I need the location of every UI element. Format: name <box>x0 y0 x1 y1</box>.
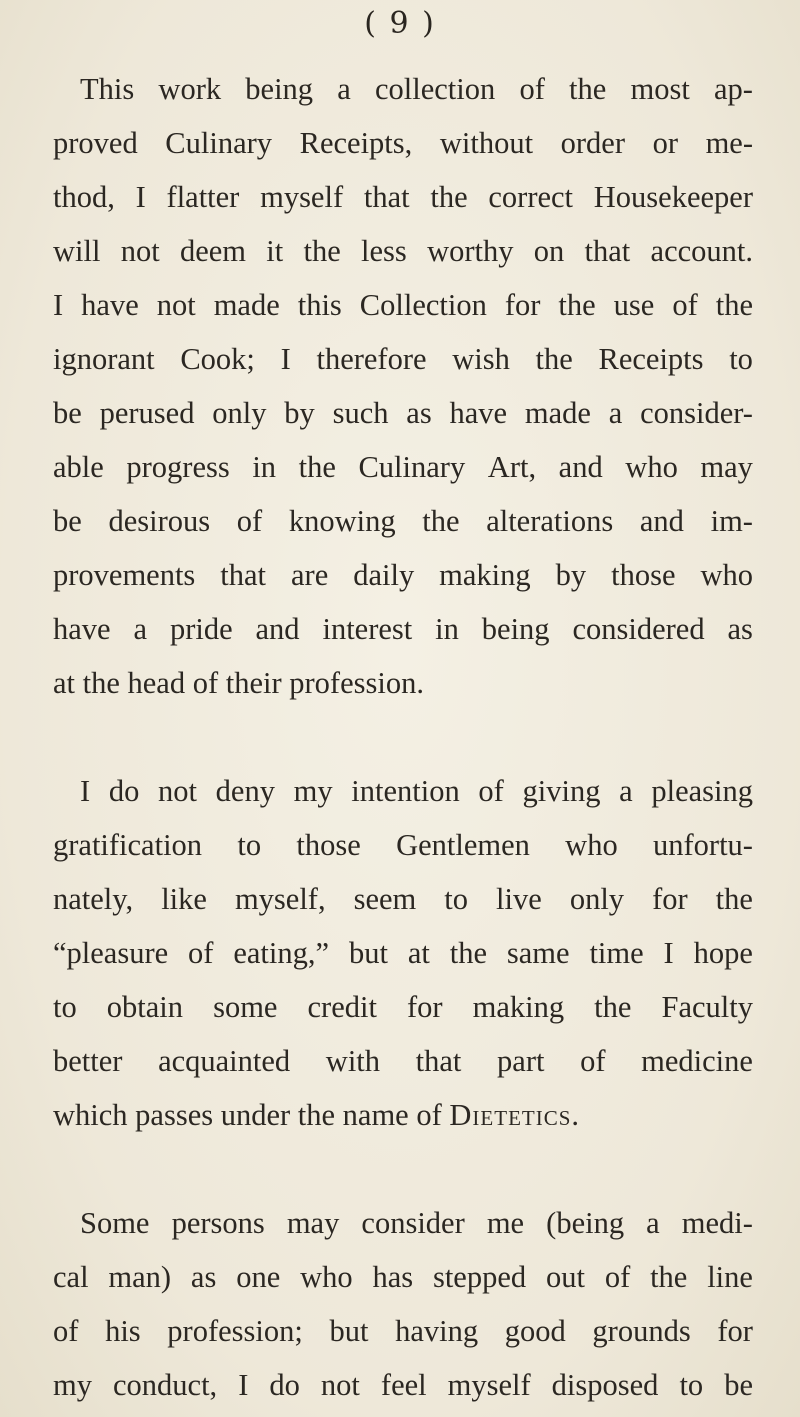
word: pleasing <box>651 774 753 808</box>
word: same <box>506 936 570 970</box>
word: myself <box>260 180 344 214</box>
word: have <box>53 612 111 646</box>
word: that <box>363 180 410 214</box>
word: or <box>652 126 678 160</box>
word: may <box>286 1206 340 1240</box>
word: “pleasure <box>53 936 169 970</box>
word: being <box>481 612 550 646</box>
word: This <box>80 72 135 106</box>
word: not <box>320 1368 360 1402</box>
word: be <box>53 396 82 430</box>
word: the <box>422 504 460 538</box>
word: do <box>269 1368 300 1402</box>
word: me- <box>705 126 753 160</box>
paragraph-gap <box>53 1142 753 1196</box>
word: who <box>300 1260 353 1294</box>
word: account. <box>650 234 753 268</box>
text-line <box>53 818 753 872</box>
word: my <box>53 1368 92 1402</box>
word: it <box>266 234 284 268</box>
word: use <box>613 288 655 322</box>
word: not <box>158 774 197 808</box>
text-line <box>53 1088 753 1142</box>
word: myself, <box>234 882 326 916</box>
word: disposed <box>551 1368 659 1402</box>
word: medi- <box>681 1206 753 1240</box>
word: with <box>325 1044 381 1078</box>
word: I <box>53 288 64 322</box>
word: I <box>80 774 91 808</box>
word: but <box>329 1314 369 1348</box>
text-line <box>53 1358 753 1412</box>
word: Some <box>80 1206 150 1240</box>
word: out <box>545 1260 585 1294</box>
word: have <box>449 396 508 430</box>
word: proved <box>53 126 138 160</box>
word: some <box>213 990 278 1024</box>
word: giving <box>522 774 601 808</box>
word: knowing <box>288 504 396 538</box>
word: live <box>496 882 542 916</box>
word: line <box>707 1260 753 1294</box>
word: made <box>524 396 591 430</box>
word: perused <box>99 396 195 430</box>
paragraph-3 <box>53 1196 753 1412</box>
word: good <box>504 1314 566 1348</box>
word: and <box>639 504 684 538</box>
word: and <box>558 450 603 484</box>
text-line <box>53 548 753 602</box>
word: Art, <box>487 450 537 484</box>
word: of <box>580 1044 606 1078</box>
word: progress <box>126 450 230 484</box>
word: correct <box>488 180 574 214</box>
word: conduct, <box>113 1368 218 1402</box>
word: be <box>724 1368 753 1402</box>
word: nately, <box>53 882 134 916</box>
word: of <box>53 1314 79 1348</box>
text-line <box>53 494 753 548</box>
word: the <box>303 234 341 268</box>
word: im- <box>710 504 753 538</box>
word: Faculty <box>661 990 753 1024</box>
word: that <box>415 1044 462 1078</box>
line-text: at the head of their profession. <box>53 666 424 700</box>
word: this <box>297 288 342 322</box>
word: making <box>439 558 531 592</box>
word: the <box>650 1260 688 1294</box>
word: by <box>555 558 587 592</box>
word: desirous <box>108 504 211 538</box>
word: stepped <box>432 1260 527 1294</box>
word: making <box>472 990 565 1024</box>
word: gratification <box>53 828 203 862</box>
word: has <box>372 1260 414 1294</box>
word: Gentlemen <box>396 828 530 862</box>
word: that <box>584 234 631 268</box>
word: ignorant <box>53 342 155 376</box>
word: not <box>156 288 196 322</box>
word: of <box>188 936 214 970</box>
word: in <box>435 612 459 646</box>
word: the <box>569 72 607 106</box>
word: on <box>533 234 565 268</box>
text-line <box>53 764 753 818</box>
word: in <box>252 450 277 484</box>
text-line <box>53 170 753 224</box>
paragraph-1 <box>53 62 753 710</box>
word: seem <box>353 882 417 916</box>
word: Collection <box>359 288 487 322</box>
word: hope <box>693 936 753 970</box>
word: of <box>604 1260 631 1294</box>
word: a <box>608 396 623 430</box>
word: without <box>439 126 534 160</box>
word: at <box>407 936 430 970</box>
word: credit <box>307 990 377 1024</box>
text-line <box>53 602 753 656</box>
word: provements <box>53 558 196 592</box>
word: the <box>558 288 596 322</box>
word: intention <box>351 774 460 808</box>
word: who <box>625 450 678 484</box>
word: those <box>296 828 361 862</box>
word: of <box>236 504 263 538</box>
body-text <box>53 62 753 1412</box>
word: daily <box>353 558 415 592</box>
word: as <box>190 1260 217 1294</box>
word: the <box>449 936 487 970</box>
word: to <box>679 1368 704 1402</box>
text-line <box>53 278 753 332</box>
word: may <box>700 450 753 484</box>
text-line <box>53 62 753 116</box>
paragraph-2 <box>53 764 753 1142</box>
word: feel <box>380 1368 427 1402</box>
word: obtain <box>106 990 184 1024</box>
word: but <box>348 936 388 970</box>
word: only <box>569 882 625 916</box>
word: medicine <box>641 1044 753 1078</box>
word: man) <box>108 1260 172 1294</box>
word: (being <box>546 1206 625 1240</box>
word: less <box>361 234 407 268</box>
word: worthy <box>427 234 514 268</box>
word: the <box>594 990 632 1024</box>
word: of <box>478 774 504 808</box>
word: like <box>161 882 207 916</box>
word: grounds <box>592 1314 691 1348</box>
word: who <box>565 828 618 862</box>
word: Receipts <box>598 342 704 376</box>
word: myself <box>447 1368 531 1402</box>
word: me <box>486 1206 525 1240</box>
text-line <box>53 332 753 386</box>
text-line <box>53 1304 753 1358</box>
word: I <box>238 1368 249 1402</box>
word: of <box>672 288 698 322</box>
word: the <box>298 450 336 484</box>
word: only <box>212 396 267 430</box>
word: to <box>53 990 77 1024</box>
text-line <box>53 1250 753 1304</box>
word: a <box>646 1206 660 1240</box>
word: most <box>630 72 690 106</box>
word: a <box>337 72 351 106</box>
word: the <box>535 342 573 376</box>
word: Culinary <box>165 126 273 160</box>
word: the <box>715 288 753 322</box>
word: therefore <box>316 342 427 376</box>
word: I <box>663 936 674 970</box>
word: made <box>213 288 280 322</box>
word: of <box>519 72 545 106</box>
text-line <box>53 386 753 440</box>
word: his <box>105 1314 141 1348</box>
word: and <box>255 612 300 646</box>
word: I <box>135 180 146 214</box>
word: for <box>652 882 688 916</box>
text-line <box>53 656 753 710</box>
word: to <box>729 342 753 376</box>
word: by <box>284 396 315 430</box>
word: be <box>53 504 82 538</box>
word: as <box>406 396 432 430</box>
word: have <box>81 288 139 322</box>
word: for <box>504 288 541 322</box>
word: better <box>53 1044 123 1078</box>
dietetics-term: Dietetics. <box>449 1098 581 1132</box>
word: cal <box>53 1260 89 1294</box>
word: as <box>727 612 753 646</box>
word: deem <box>179 234 247 268</box>
word: part <box>497 1044 545 1078</box>
word: persons <box>171 1206 265 1240</box>
word: for <box>407 990 443 1024</box>
text-line <box>53 116 753 170</box>
word: consider- <box>640 396 753 430</box>
word: those <box>611 558 676 592</box>
word: ap- <box>714 72 753 106</box>
word: do <box>108 774 140 808</box>
paragraph-gap <box>53 710 753 764</box>
word: considered <box>572 612 705 646</box>
word: I <box>280 342 291 376</box>
word: the <box>715 882 753 916</box>
text-line <box>53 980 753 1034</box>
word: Cook; <box>180 342 255 376</box>
word: are <box>291 558 329 592</box>
word: Receipts, <box>299 126 413 160</box>
text-line <box>53 926 753 980</box>
text-line <box>53 1196 753 1250</box>
word: pride <box>169 612 233 646</box>
word: such <box>332 396 389 430</box>
word: order <box>560 126 625 160</box>
word: Housekeeper <box>593 180 753 214</box>
word: deny <box>215 774 275 808</box>
word: my <box>293 774 333 808</box>
word: consider <box>361 1206 465 1240</box>
word: thod, <box>53 180 115 214</box>
word: acquainted <box>158 1044 291 1078</box>
word: one <box>236 1260 281 1294</box>
word: that <box>220 558 267 592</box>
word: eating,” <box>233 936 330 970</box>
word: will <box>53 234 101 268</box>
word: wish <box>452 342 510 376</box>
page-number: ( 9 ) <box>364 6 436 41</box>
word: collection <box>374 72 496 106</box>
word: the <box>430 180 468 214</box>
word: a <box>619 774 633 808</box>
word: a <box>133 612 148 646</box>
word: not <box>120 234 160 268</box>
text-line <box>53 872 753 926</box>
word: work <box>158 72 222 106</box>
word: able <box>53 450 104 484</box>
word: alterations <box>486 504 614 538</box>
word: who <box>700 558 753 592</box>
word: Culinary <box>358 450 466 484</box>
text-line <box>53 1034 753 1088</box>
word: time <box>589 936 644 970</box>
word: for <box>717 1314 753 1348</box>
line-text: which passes under the name of <box>53 1098 442 1132</box>
text-line <box>53 440 753 494</box>
word: unfortu- <box>653 828 753 862</box>
word: to <box>237 828 262 862</box>
word: having <box>395 1314 479 1348</box>
word: interest <box>322 612 413 646</box>
word: being <box>245 72 314 106</box>
text-line <box>53 224 753 278</box>
word: flatter <box>166 180 240 214</box>
word: profession; <box>167 1314 303 1348</box>
word: to <box>444 882 469 916</box>
